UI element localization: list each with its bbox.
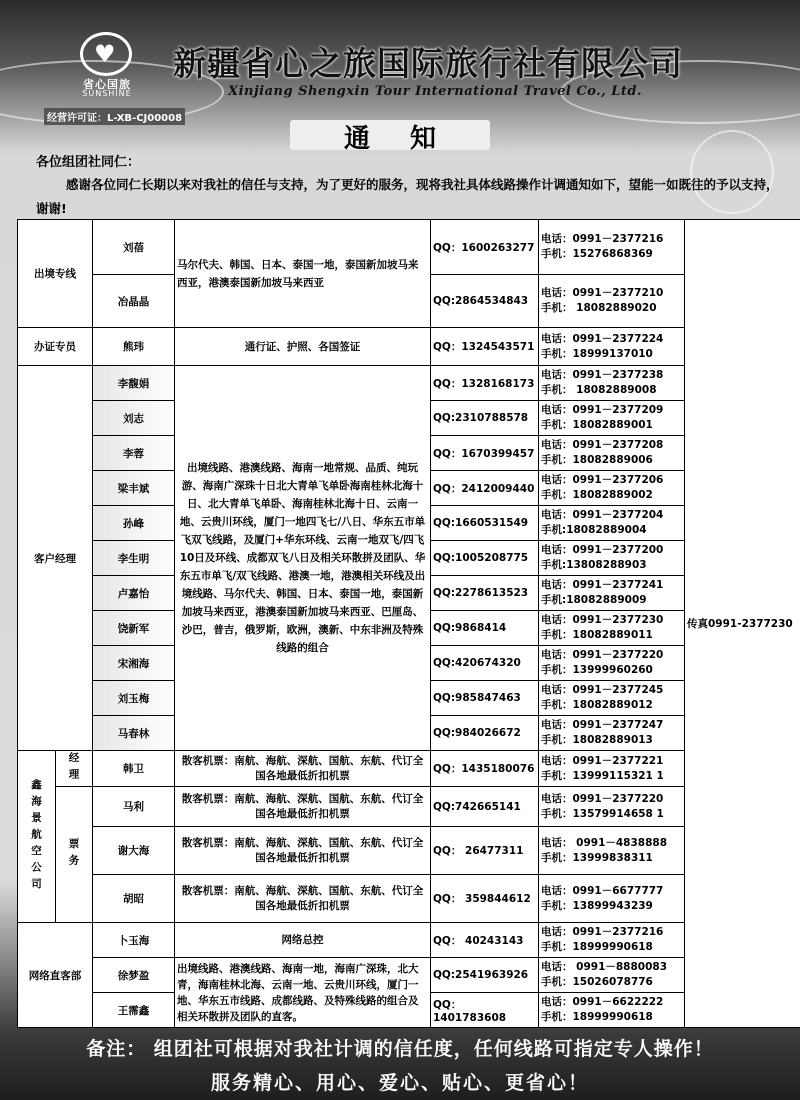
subcategory-label: 经理 xyxy=(56,751,93,787)
qq-number: QQ:2864534843 xyxy=(431,275,539,328)
mobile-number: 手机：13999838311 xyxy=(541,851,653,864)
fax-number: 传真0991-2377230 xyxy=(685,220,800,1028)
phone-number: 电话：0991－2377216 xyxy=(541,233,664,245)
table-row xyxy=(18,328,800,366)
qq-number: QQ:2278613523 xyxy=(431,576,539,611)
route-description: 散客机票：南航、海航、深航、国航、东航、代订全国各地最低折扣机票 xyxy=(175,787,431,827)
staff-name: 梁丰斌 xyxy=(93,471,175,506)
phone-number: 电话： 0991－4838888 xyxy=(541,836,668,849)
phone-cell xyxy=(539,576,685,611)
table-row xyxy=(18,787,800,827)
phone-number: 电话： 0991－8880083 xyxy=(541,961,668,973)
footer-remark: 备注： 组团社可根据对我社计调的信任度，任何线路可指定专人操作！ xyxy=(86,1038,714,1060)
qq-number: QQ： 26477311 xyxy=(431,827,539,875)
table-row xyxy=(18,751,800,787)
phone-cell xyxy=(539,827,685,875)
mobile-number: 手机： 18082889008 xyxy=(541,384,657,396)
category-label: 鑫海景航空公司 xyxy=(18,751,56,923)
qq-number: QQ:9868414 xyxy=(431,611,539,646)
mobile-number: 手机:13808288903 xyxy=(541,559,647,571)
phone-number: 电话：0991－6677777 xyxy=(541,884,664,897)
phone-number: 电话：0991－2377221 xyxy=(541,754,664,767)
table-row xyxy=(18,366,800,401)
route-description: 出境线路、港澳线路、海南一地，海南广深珠，北大青，海南桂林北海、云南一地、云贵川环线，厦门一地、华东五市线路、成都线路、及特殊线路的组合及相关环散拼及团队的直客。 xyxy=(175,958,431,1028)
mobile-number: 手机：18082889013 xyxy=(541,734,653,746)
staff-name: 卢嘉怡 xyxy=(93,576,175,611)
footer-slogan: 服务精心、用心、爱心、贴心、更省心！ xyxy=(210,1072,589,1094)
qq-number: QQ： 1401783608 xyxy=(431,993,539,1028)
category-label: 出境专线 xyxy=(18,220,93,328)
route-description: 出境线路、港澳线路、海南一地常规、品质、纯玩游、海南广深珠十日北大青单飞单卧海南桂林北海十日、北大青单飞单卧、海南桂林北海十日、云南一地、云贵川环线，厦门一地四飞七/八日、华东五市单飞双飞线路，及厦门+华东环线、云南一地双飞/四飞10日及环线、成都双飞八日及相关环散拼及团队、华东五市单飞/双飞线路、港澳一地，港澳相关环线及出境线路、马尔代夫、韩国、日本、泰国一地，泰国新加坡马来西亚，港澳泰国新加坡马来西亚、巴厘岛、沙巴，普吉，俄罗斯，欧洲，澳新、中东非洲及特殊线路的组合 xyxy=(175,366,431,751)
staff-name: 卜玉海 xyxy=(93,923,175,958)
phone-number: 电话：0991－2377210 xyxy=(541,287,664,299)
phone-cell xyxy=(539,328,685,366)
phone-cell xyxy=(539,716,685,751)
phone-number: 电话：0991－2377220 xyxy=(541,792,664,805)
qq-number: QQ：2412009440 xyxy=(431,471,539,506)
phone-cell xyxy=(539,993,685,1028)
staff-name: 孙峰 xyxy=(93,506,175,541)
route-description: 马尔代夫、韩国、日本、泰国一地，泰国新加坡马来西亚，港澳泰国新加坡马来西亚 xyxy=(175,220,431,328)
table-row xyxy=(18,827,800,875)
category-label: 客户经理 xyxy=(18,366,93,751)
intro-paragraph: 感谢各位同仁长期以来对我社的信任与支持，为了更好的服务，现将我社具体线路操作计调通知如下，望能一如既往的予以支持，谢谢! xyxy=(36,177,779,216)
route-description: 散客机票：南航、海航、深航、国航、东航、代订全国各地最低折扣机票 xyxy=(175,827,431,875)
mobile-number: 手机：15026078776 xyxy=(541,976,653,988)
staff-name: 刘蓓 xyxy=(93,220,175,275)
company-logo xyxy=(72,32,142,98)
phone-number: 电话：0991－2377241 xyxy=(541,579,664,591)
phone-cell xyxy=(539,471,685,506)
phone-cell xyxy=(539,681,685,716)
phone-cell xyxy=(539,436,685,471)
mobile-number: 手机：18082889011 xyxy=(541,629,653,641)
table-row xyxy=(18,875,800,923)
qq-number: QQ：1600263277 xyxy=(431,220,539,275)
mobile-number: 手机：18999137010 xyxy=(541,347,653,360)
staff-name: 李蓉 xyxy=(93,436,175,471)
staff-name: 李生明 xyxy=(93,541,175,576)
mobile-number: 手机：18999990618 xyxy=(541,1011,653,1023)
qq-number: QQ:2310788578 xyxy=(431,401,539,436)
logo-text-en: SUNSHINE xyxy=(82,89,132,98)
phone-cell xyxy=(539,541,685,576)
staff-name: 王霈鑫 xyxy=(93,993,175,1028)
phone-cell xyxy=(539,875,685,923)
table-row xyxy=(18,220,800,275)
qq-number: QQ： 40243143 xyxy=(431,923,539,958)
staff-name: 马春林 xyxy=(93,716,175,751)
phone-cell xyxy=(539,611,685,646)
phone-number: 电话：0991－2377238 xyxy=(541,369,664,381)
category-label: 办证专员 xyxy=(18,328,93,366)
phone-number: 电话：0991－2377245 xyxy=(541,684,664,696)
qq-number: QQ:742665141 xyxy=(431,787,539,827)
phone-cell xyxy=(539,923,685,958)
phone-cell xyxy=(539,787,685,827)
staff-name: 饶新军 xyxy=(93,611,175,646)
license-number: 经营许可证：L-XB-CJ00008 xyxy=(44,108,185,125)
staff-name: 冶晶晶 xyxy=(93,275,175,328)
mobile-number: 手机：18082889012 xyxy=(541,699,653,711)
staff-name: 胡昭 xyxy=(93,875,175,923)
mobile-number: 手机：18082889006 xyxy=(541,454,653,466)
contact-table xyxy=(17,219,800,1028)
staff-name: 熊玮 xyxy=(93,328,175,366)
phone-number: 电话：0991－2377230 xyxy=(541,614,664,626)
route-description: 通行证、护照、各国签证 xyxy=(175,328,431,366)
staff-name: 韩卫 xyxy=(93,751,175,787)
qq-number: QQ:985847463 xyxy=(431,681,539,716)
mobile-number: 手机：15276868369 xyxy=(541,248,653,260)
phone-cell xyxy=(539,401,685,436)
qq-number: QQ：1670399457 xyxy=(431,436,539,471)
mobile-number: 手机： 18082889020 xyxy=(541,302,657,314)
qq-number: QQ:984026672 xyxy=(431,716,539,751)
subcategory-label: 票务 xyxy=(56,787,93,923)
mobile-number: 手机:18082889009 xyxy=(541,594,647,606)
mobile-number: 手机：13999115321 1 xyxy=(541,769,664,782)
mobile-number: 手机：13999960260 xyxy=(541,664,653,676)
mobile-number: 手机：18999990618 xyxy=(541,941,653,953)
phone-number: 电话：0991－2377220 xyxy=(541,649,664,661)
table-row xyxy=(18,958,800,993)
phone-number: 电话：0991－2377204 xyxy=(541,509,664,521)
staff-name: 宋湘海 xyxy=(93,646,175,681)
mobile-number: 手机：13899943239 xyxy=(541,899,653,912)
phone-number: 电话：0991－2377247 xyxy=(541,719,664,731)
qq-number: QQ:2541963926 xyxy=(431,958,539,993)
route-description: 散客机票：南航、海航、深航、国航、东航、代订全国各地最低折扣机票 xyxy=(175,875,431,923)
greeting: 各位组团社同仁： xyxy=(36,155,141,170)
mobile-number: 手机：13579914658 1 xyxy=(541,807,664,820)
staff-name: 李馥娟 xyxy=(93,366,175,401)
company-name-en: Xinjiang Shengxin Tour International Travel Co., Ltd. xyxy=(228,84,643,99)
heart-icon: ♥ xyxy=(94,40,116,68)
phone-cell xyxy=(539,646,685,681)
phone-number: 电话：0991－2377200 xyxy=(541,544,664,556)
qq-number: QQ:1005208775 xyxy=(431,541,539,576)
phone-number: 电话：0991－2377224 xyxy=(541,332,664,345)
phone-number: 电话：0991－2377209 xyxy=(541,404,664,416)
qq-number: QQ:1660531549 xyxy=(431,506,539,541)
company-name-cn: 新疆省心之旅国际旅行社有限公司 xyxy=(173,44,683,83)
mobile-number: 手机：18082889002 xyxy=(541,489,653,501)
table-row xyxy=(18,923,800,958)
phone-cell xyxy=(539,275,685,328)
qq-number: QQ：1435180076 xyxy=(431,751,539,787)
category-label: 网络直客部 xyxy=(18,923,93,1028)
qq-number: QQ：1328168173 xyxy=(431,366,539,401)
phone-number: 电话：0991－2377206 xyxy=(541,474,664,486)
phone-number: 电话：0991－6622222 xyxy=(541,996,664,1008)
staff-name: 谢大海 xyxy=(93,827,175,875)
phone-cell xyxy=(539,506,685,541)
route-description: 散客机票：南航、海航、深航、国航、东航、代订全国各地最低折扣机票 xyxy=(175,751,431,787)
mobile-number: 手机:18082889004 xyxy=(541,524,647,536)
phone-number: 电话：0991－2377216 xyxy=(541,926,664,938)
phone-cell xyxy=(539,366,685,401)
logo-text-cn: 省心国旅 xyxy=(83,78,131,91)
phone-cell xyxy=(539,958,685,993)
qq-number: QQ:420674320 xyxy=(431,646,539,681)
phone-number: 电话：0991－2377208 xyxy=(541,439,664,451)
route-description: 网络总控 xyxy=(175,923,431,958)
staff-name: 徐梦盈 xyxy=(93,958,175,993)
staff-name: 刘玉梅 xyxy=(93,681,175,716)
staff-name: 马利 xyxy=(93,787,175,827)
staff-name: 刘志 xyxy=(93,401,175,436)
notice-title: 通知 xyxy=(343,124,476,154)
qq-number: QQ：1324543571 xyxy=(431,328,539,366)
qq-number: QQ： 359844612 xyxy=(431,875,539,923)
mobile-number: 手机：18082889001 xyxy=(541,419,653,431)
phone-cell xyxy=(539,220,685,275)
phone-cell xyxy=(539,751,685,787)
